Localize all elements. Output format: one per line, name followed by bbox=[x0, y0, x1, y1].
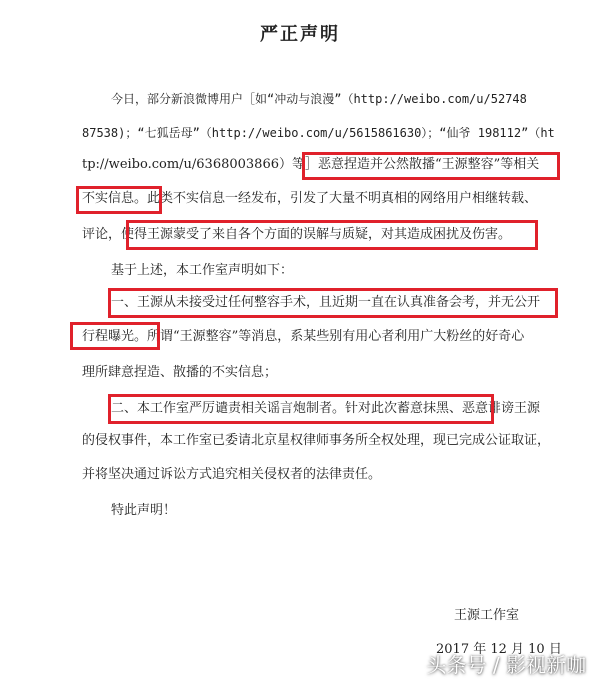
signature: 王源工作室 bbox=[454, 608, 520, 623]
statement-line-2: 87538)；“七狐岳母”（http://weibo.com/u/5615861630）；“仙爷 198112”（ht bbox=[82, 126, 555, 140]
page-title: 严正声明 bbox=[260, 24, 340, 45]
statement-line-11: 的侵权事件，本工作室已委请北京星权律师事务所全权处理，现已完成公证取证， bbox=[82, 433, 551, 448]
statement-line-10: 二、本工作室严厉谴责相关谣言炮制者。针对此次蓄意抹黑、恶意诽谤王源 bbox=[111, 401, 541, 416]
statement-line-8: 行程曝光。所谓“王源整容”等消息，系某些别有用心者利用广大粉丝的好奇心 bbox=[82, 329, 525, 344]
statement-date: 2017 年 12 月 10 日 bbox=[436, 642, 562, 657]
statement-line-13: 特此声明！ bbox=[111, 503, 177, 518]
statement-line-12: 并将坚决通过诉讼方式追究相关侵权者的法律责任。 bbox=[82, 467, 382, 482]
statement-line-6: 基于上述，本工作室声明如下： bbox=[111, 263, 294, 278]
watermark: 头条号 / 影视新咖 bbox=[426, 653, 586, 677]
statement-line-4: 不实信息。此类不实信息一经发布，引发了大量不明真相的网络用户相继转载、 bbox=[82, 191, 538, 206]
statement-line-9: 理所肆意捏造、散播的不实信息； bbox=[82, 365, 278, 380]
statement-line-7: 一、王源从未接受过任何整容手术，且近期一直在认真准备会考，并无公开 bbox=[111, 295, 541, 310]
statement-line-3: tp://weibo.com/u/6368003866）等］恶意捏造并公然散播“王源整容”等相关 bbox=[82, 157, 540, 172]
statement-line-1: 今日，部分新浪微博用户［如“冲动与浪漫”（http://weibo.com/u/52748 bbox=[111, 92, 527, 106]
statement-line-5: 评论，使得王源蒙受了来自各个方面的误解与质疑，对其造成困扰及伤害。 bbox=[82, 227, 512, 242]
